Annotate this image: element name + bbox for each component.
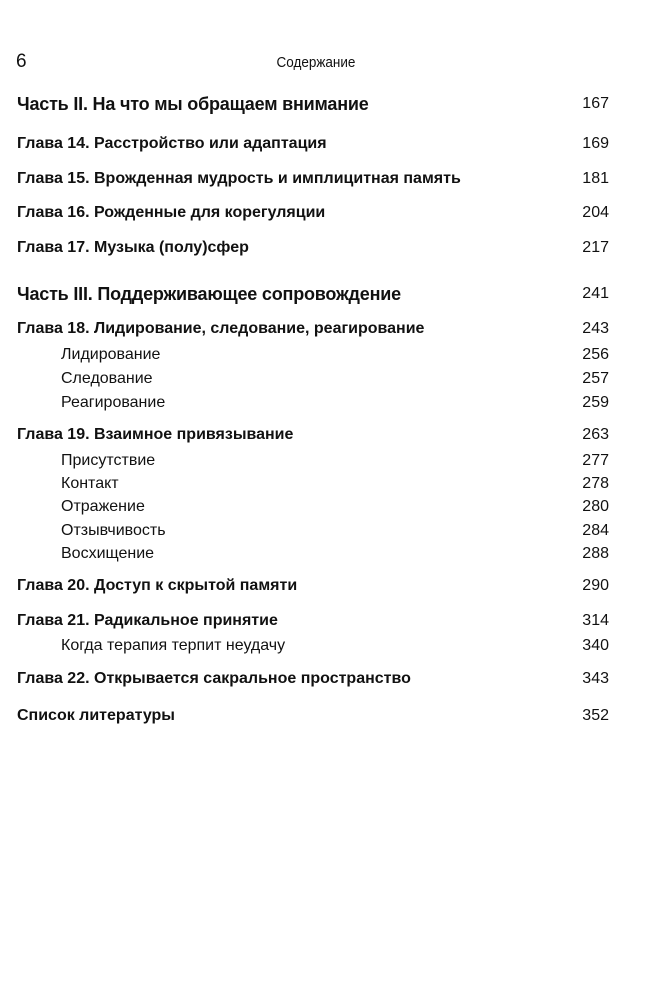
toc-entry-page-number: 352 (582, 707, 609, 724)
toc-entry-page-number: 277 (582, 452, 609, 469)
toc-section-entry (17, 472, 609, 496)
toc-entry-title: Контакт (61, 475, 119, 492)
toc-chapter-entry (17, 132, 609, 156)
toc-entry-page-number: 288 (582, 545, 609, 562)
toc-chapter-entry (17, 423, 609, 447)
toc-entry-title: Восхищение (61, 545, 155, 562)
toc-entry-title: Когда терапия терпит неудачу (61, 637, 286, 654)
toc-section-entry (17, 343, 609, 367)
toc-entry-title: Часть III. Поддерживающее сопровождение (17, 284, 401, 304)
toc-chapter-entry (17, 609, 609, 633)
toc-entry-page-number: 181 (582, 170, 609, 187)
toc-entry-page-number: 280 (582, 498, 609, 515)
toc-section-entry (17, 449, 609, 473)
toc-entry-title: Присутствие (61, 452, 156, 469)
toc-entry-page-number: 241 (582, 285, 609, 302)
toc-entry-title: Глава 20. Доступ к скрытой памяти (17, 577, 298, 594)
page-number: 6 (16, 51, 27, 72)
toc-entry-title: Часть II. На что мы обращаем внимание (17, 94, 369, 114)
toc-entry-title: Реагирование (61, 394, 166, 411)
toc-entry-page-number: 314 (582, 612, 609, 629)
toc-entry-page-number: 257 (582, 370, 609, 387)
toc-chapter-entry (17, 236, 609, 260)
toc-chapter-entry (17, 167, 609, 191)
toc-entry-page-number: 256 (582, 346, 609, 363)
running-title: Содержание (276, 54, 356, 71)
toc-section-entry (17, 519, 609, 543)
page-header (16, 50, 616, 74)
toc-entry-page-number: 278 (582, 475, 609, 492)
toc-chapter-entry (17, 201, 609, 225)
toc-entry-page-number: 343 (582, 670, 609, 687)
toc-section-entry (17, 634, 609, 658)
toc-entry-title: Глава 18. Лидирование, следование, реагирование (17, 320, 425, 337)
toc-entry-page-number: 243 (582, 320, 609, 337)
toc-entry-page-number: 290 (582, 577, 609, 594)
toc-part-entry (17, 92, 609, 116)
toc-section-entry (17, 542, 609, 566)
toc-entry-title: Отражение (61, 498, 145, 515)
toc-section-entry (17, 367, 609, 391)
toc-entry-title: Следование (61, 370, 153, 387)
toc-entry-title: Глава 19. Взаимное привязывание (17, 426, 294, 443)
toc-entry-page-number: 169 (582, 135, 609, 152)
toc-entry-page-number: 263 (582, 426, 609, 443)
toc-part-entry (17, 282, 609, 306)
toc-section-entry (17, 495, 609, 519)
toc-entry-title: Лидирование (61, 346, 161, 363)
toc-entry-title: Глава 14. Расстройство или адаптация (17, 135, 327, 152)
toc-entry-title: Глава 16. Рожденные для корегуляции (17, 204, 326, 221)
toc-section-entry (17, 391, 609, 415)
toc-entry-page-number: 340 (582, 637, 609, 654)
toc-entry-title: Глава 17. Музыка (полу)сфер (17, 239, 249, 256)
toc-entry-title: Отзывчивость (61, 522, 166, 539)
toc-entry-title: Список литературы (17, 707, 175, 724)
toc-entry-title: Глава 22. Открывается сакральное пространство (17, 670, 411, 687)
toc-entry-page-number: 259 (582, 394, 609, 411)
toc-entry-page-number: 284 (582, 522, 609, 539)
toc-entry-page-number: 204 (582, 204, 609, 221)
toc-entry-title: Глава 15. Врожденная мудрость и имплицитная память (17, 170, 461, 187)
toc-chapter-entry (17, 574, 609, 598)
toc-chapter-entry (17, 667, 609, 691)
toc-chapter-entry (17, 317, 609, 341)
toc-entry-title: Глава 21. Радикальное принятие (17, 612, 278, 629)
toc-entry-page-number: 167 (582, 95, 609, 112)
toc-entry-page-number: 217 (582, 239, 609, 256)
toc-chapter-entry (17, 704, 609, 728)
